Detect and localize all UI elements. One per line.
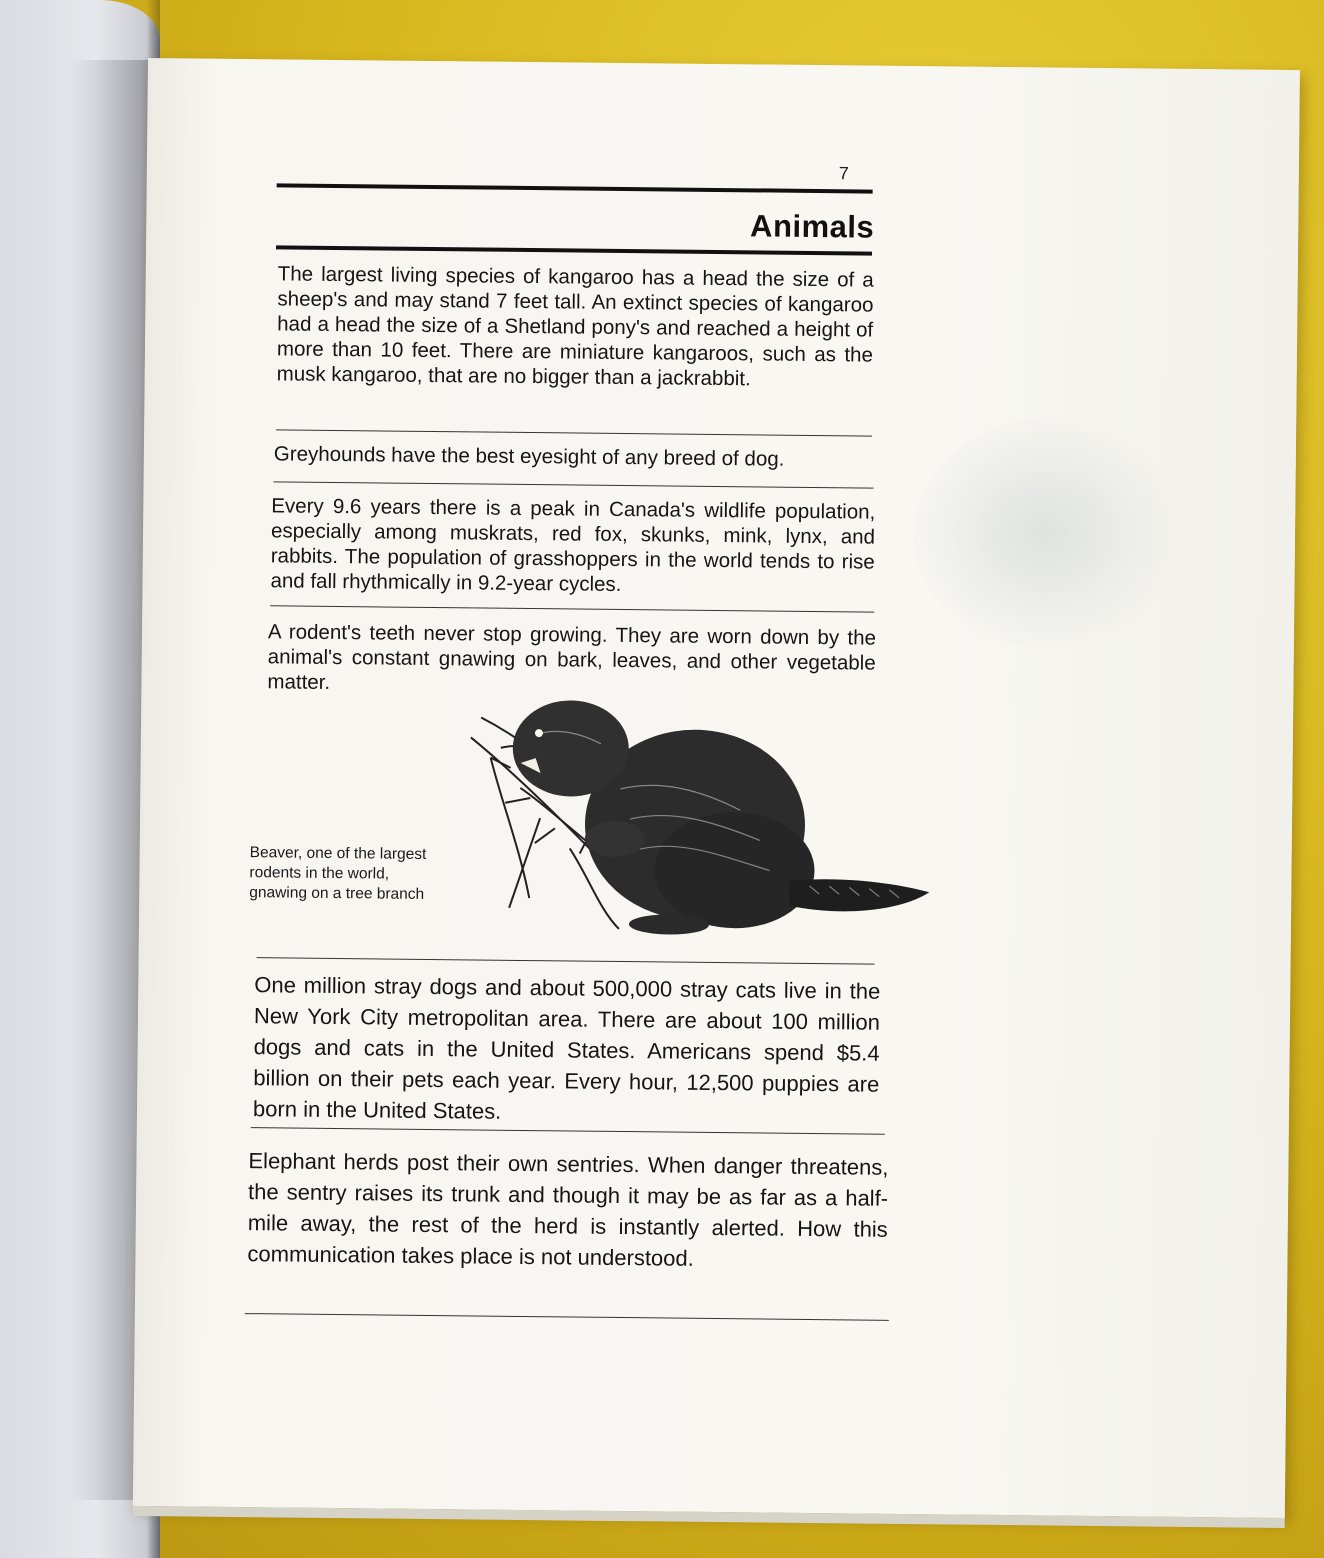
fact-divider <box>270 605 874 612</box>
fact-rodent-teeth: A rodent's teeth never stop growing. They are worn down by the animal's constant gnawing on bark, leaves, and other vegetable matter. <box>267 620 877 694</box>
page-edge <box>133 1506 1285 1528</box>
show-through-illustration <box>912 416 1174 649</box>
header-rule-bottom <box>276 245 872 255</box>
fact-kangaroo: The largest living species of kangaroo has a head the size of a sheep's and may stand 7 feet tall. An extinct species of kangaroo had a head the size of a Shetland pony's and reached a height of more than 10 feet. There are miniature kangaroos, such as the musk kangaroo, that are no bigger than a jackrabbit. <box>276 262 874 391</box>
fact-divider <box>276 429 872 436</box>
illustration-caption: Beaver, one of the largest rodents in the world, gnawing on a tree branch <box>249 844 427 903</box>
fact-divider <box>257 957 875 964</box>
section-title: Animals <box>749 208 875 245</box>
fact-divider <box>245 1313 889 1321</box>
fact-wildlife-cycles: Every 9.6 years there is a peak in Canada's wildlife population, especially among muskrats, red fox, skunks, mink, lynx, and rabbits. The population of grasshoppers in the world tends to rise and fall rhythmically in 9.2-year cycles. <box>270 494 876 596</box>
beaver-illustration <box>459 677 932 952</box>
book-page <box>133 58 1300 1518</box>
fact-stray-pets: One million stray dogs and about 500,000 stray cats live in the New York City metropolitan area. There are about 100 million dogs and cats in the United States. Americans spend $5.4 billion on their pets each year. Every hour, 12,500 puppies are born in the United States. <box>252 972 881 1124</box>
fact-elephant-sentries: Elephant herds post their own sentries. When danger threatens, the sentry raises its trunk and though it may be as far as a half-mile away, the rest of the herd is instantly alerted. How this communication takes place is not understood. <box>247 1148 889 1271</box>
header-rule-top <box>277 183 873 193</box>
page-number: 7 <box>838 163 849 184</box>
page-content <box>247 145 889 1271</box>
fact-greyhound: Greyhounds have the best eyesight of any breed of dog. <box>273 442 785 471</box>
fact-divider <box>274 481 874 488</box>
